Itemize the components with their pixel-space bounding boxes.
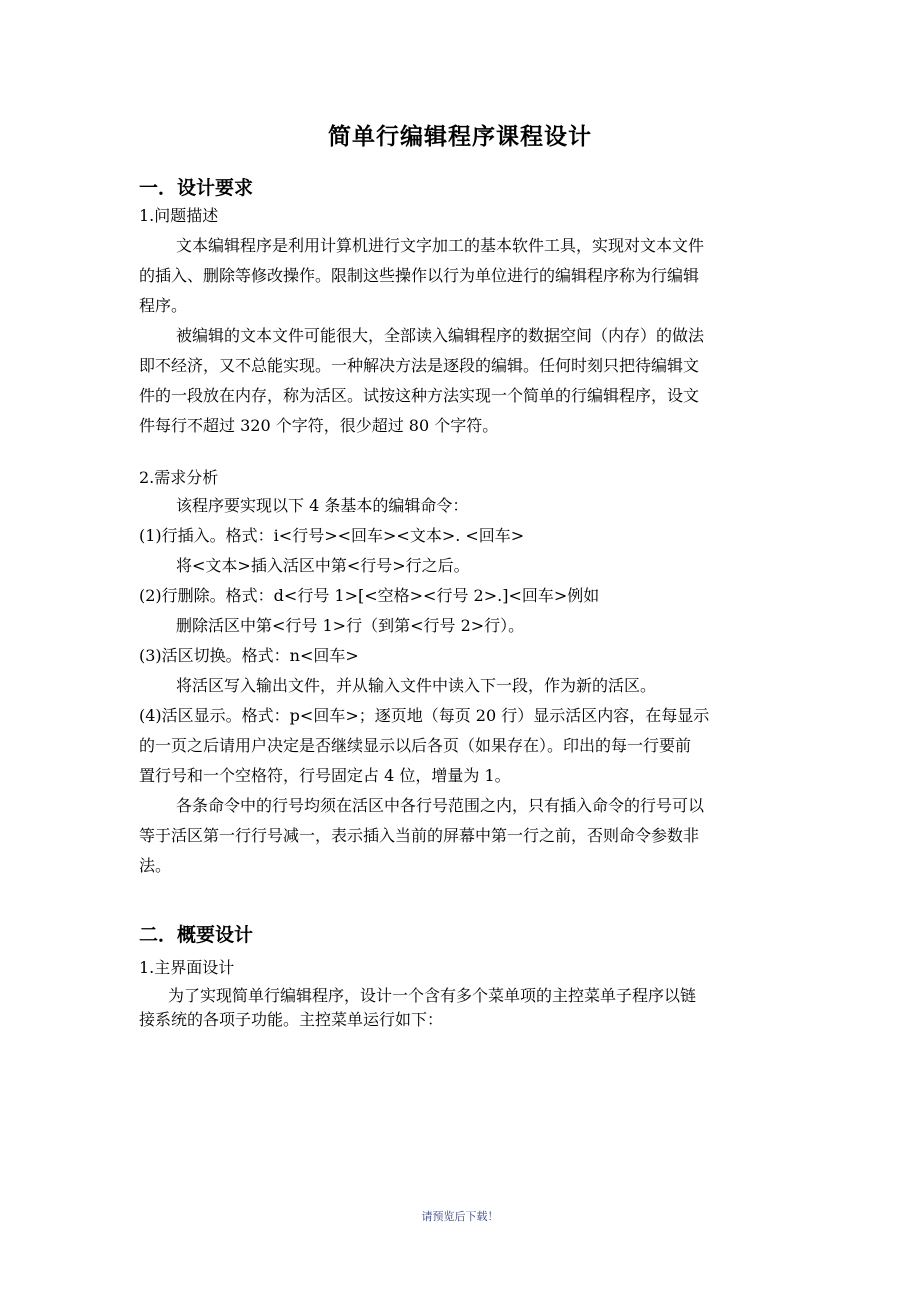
- paragraph-line: 的插入、删除等修改操作。限制这些操作以行为单位进行的编辑程序称为行编辑: [139, 266, 700, 285]
- subsection-heading-requirements-analysis: 2.需求分析: [139, 468, 219, 487]
- paragraph-line: 被编辑的文本文件可能很大，全部读入编辑程序的数据空间（内存）的做法: [176, 326, 705, 345]
- paragraph-line: 文本编辑程序是利用计算机进行文字加工的基本软件工具，实现对文本文件: [176, 236, 705, 255]
- footer-note: 请预览后下载！: [421, 1210, 499, 1223]
- paragraph-line: 法。: [139, 856, 172, 875]
- paragraph-line: 删除活区中第<行号 1>行（到第<行号 2>行）。: [176, 616, 525, 635]
- subsection-heading-problem: 1.问题描述: [139, 206, 219, 225]
- paragraph-line: 置行号和一个空格符，行号固定占 4 位，增量为 1。: [139, 766, 511, 785]
- command-line: (3)活区切换。格式：n<回车>: [139, 646, 359, 665]
- paragraph-line: 接系统的各项子功能。主控菜单运行如下：: [139, 1010, 444, 1029]
- command-line: (4)活区显示。格式：p<回车>；逐页地（每页 20 行）显示活区内容，在每显示: [139, 706, 710, 725]
- paragraph-line: 该程序要实现以下 4 条基本的编辑命令：: [176, 496, 469, 515]
- command-line: (2)行删除。格式：d<行号 1>[<空格><行号 2>.]<回车>例如: [139, 586, 600, 605]
- paragraph-line: 将<文本>插入活区中第<行号>行之后。: [176, 556, 470, 575]
- page-title: 简单行编辑程序课程设计: [328, 124, 592, 150]
- subsection-heading-main-ui: 1.主界面设计: [139, 958, 235, 977]
- paragraph-line: 的一页之后请用户决定是否继续显示以后各页（如果存在）。印出的每一行要前: [139, 736, 692, 755]
- paragraph-line: 件每行不超过 320 个字符，很少超过 80 个字符。: [139, 416, 499, 435]
- section-heading-overview-design: 二．概要设计: [139, 924, 254, 946]
- section-heading-requirements: 一．设计要求: [139, 177, 254, 199]
- paragraph-line: 将活区写入输出文件，并从输入文件中读入下一段，作为新的活区。: [176, 676, 657, 695]
- paragraph-line: 为了实现简单行编辑程序，设计一个含有多个菜单项的主控菜单子程序以链: [168, 986, 697, 1005]
- command-line: (1)行插入。格式：i<行号><回车><文本>. <回车>: [139, 526, 525, 545]
- paragraph-line: 即不经济，又不总能实现。一种解决方法是逐段的编辑。任何时刻只把待编辑文: [139, 356, 700, 375]
- paragraph-line: 程序。: [139, 296, 188, 315]
- paragraph-line: 各条命令中的行号均须在活区中各行号范围之内，只有插入命令的行号可以: [176, 796, 705, 815]
- paragraph-line: 等于活区第一行行号减一，表示插入当前的屏幕中第一行之前，否则命令参数非: [139, 826, 700, 845]
- paragraph-line: 件的一段放在内存，称为活区。试按这种方法实现一个简单的行编辑程序，设文: [139, 386, 700, 405]
